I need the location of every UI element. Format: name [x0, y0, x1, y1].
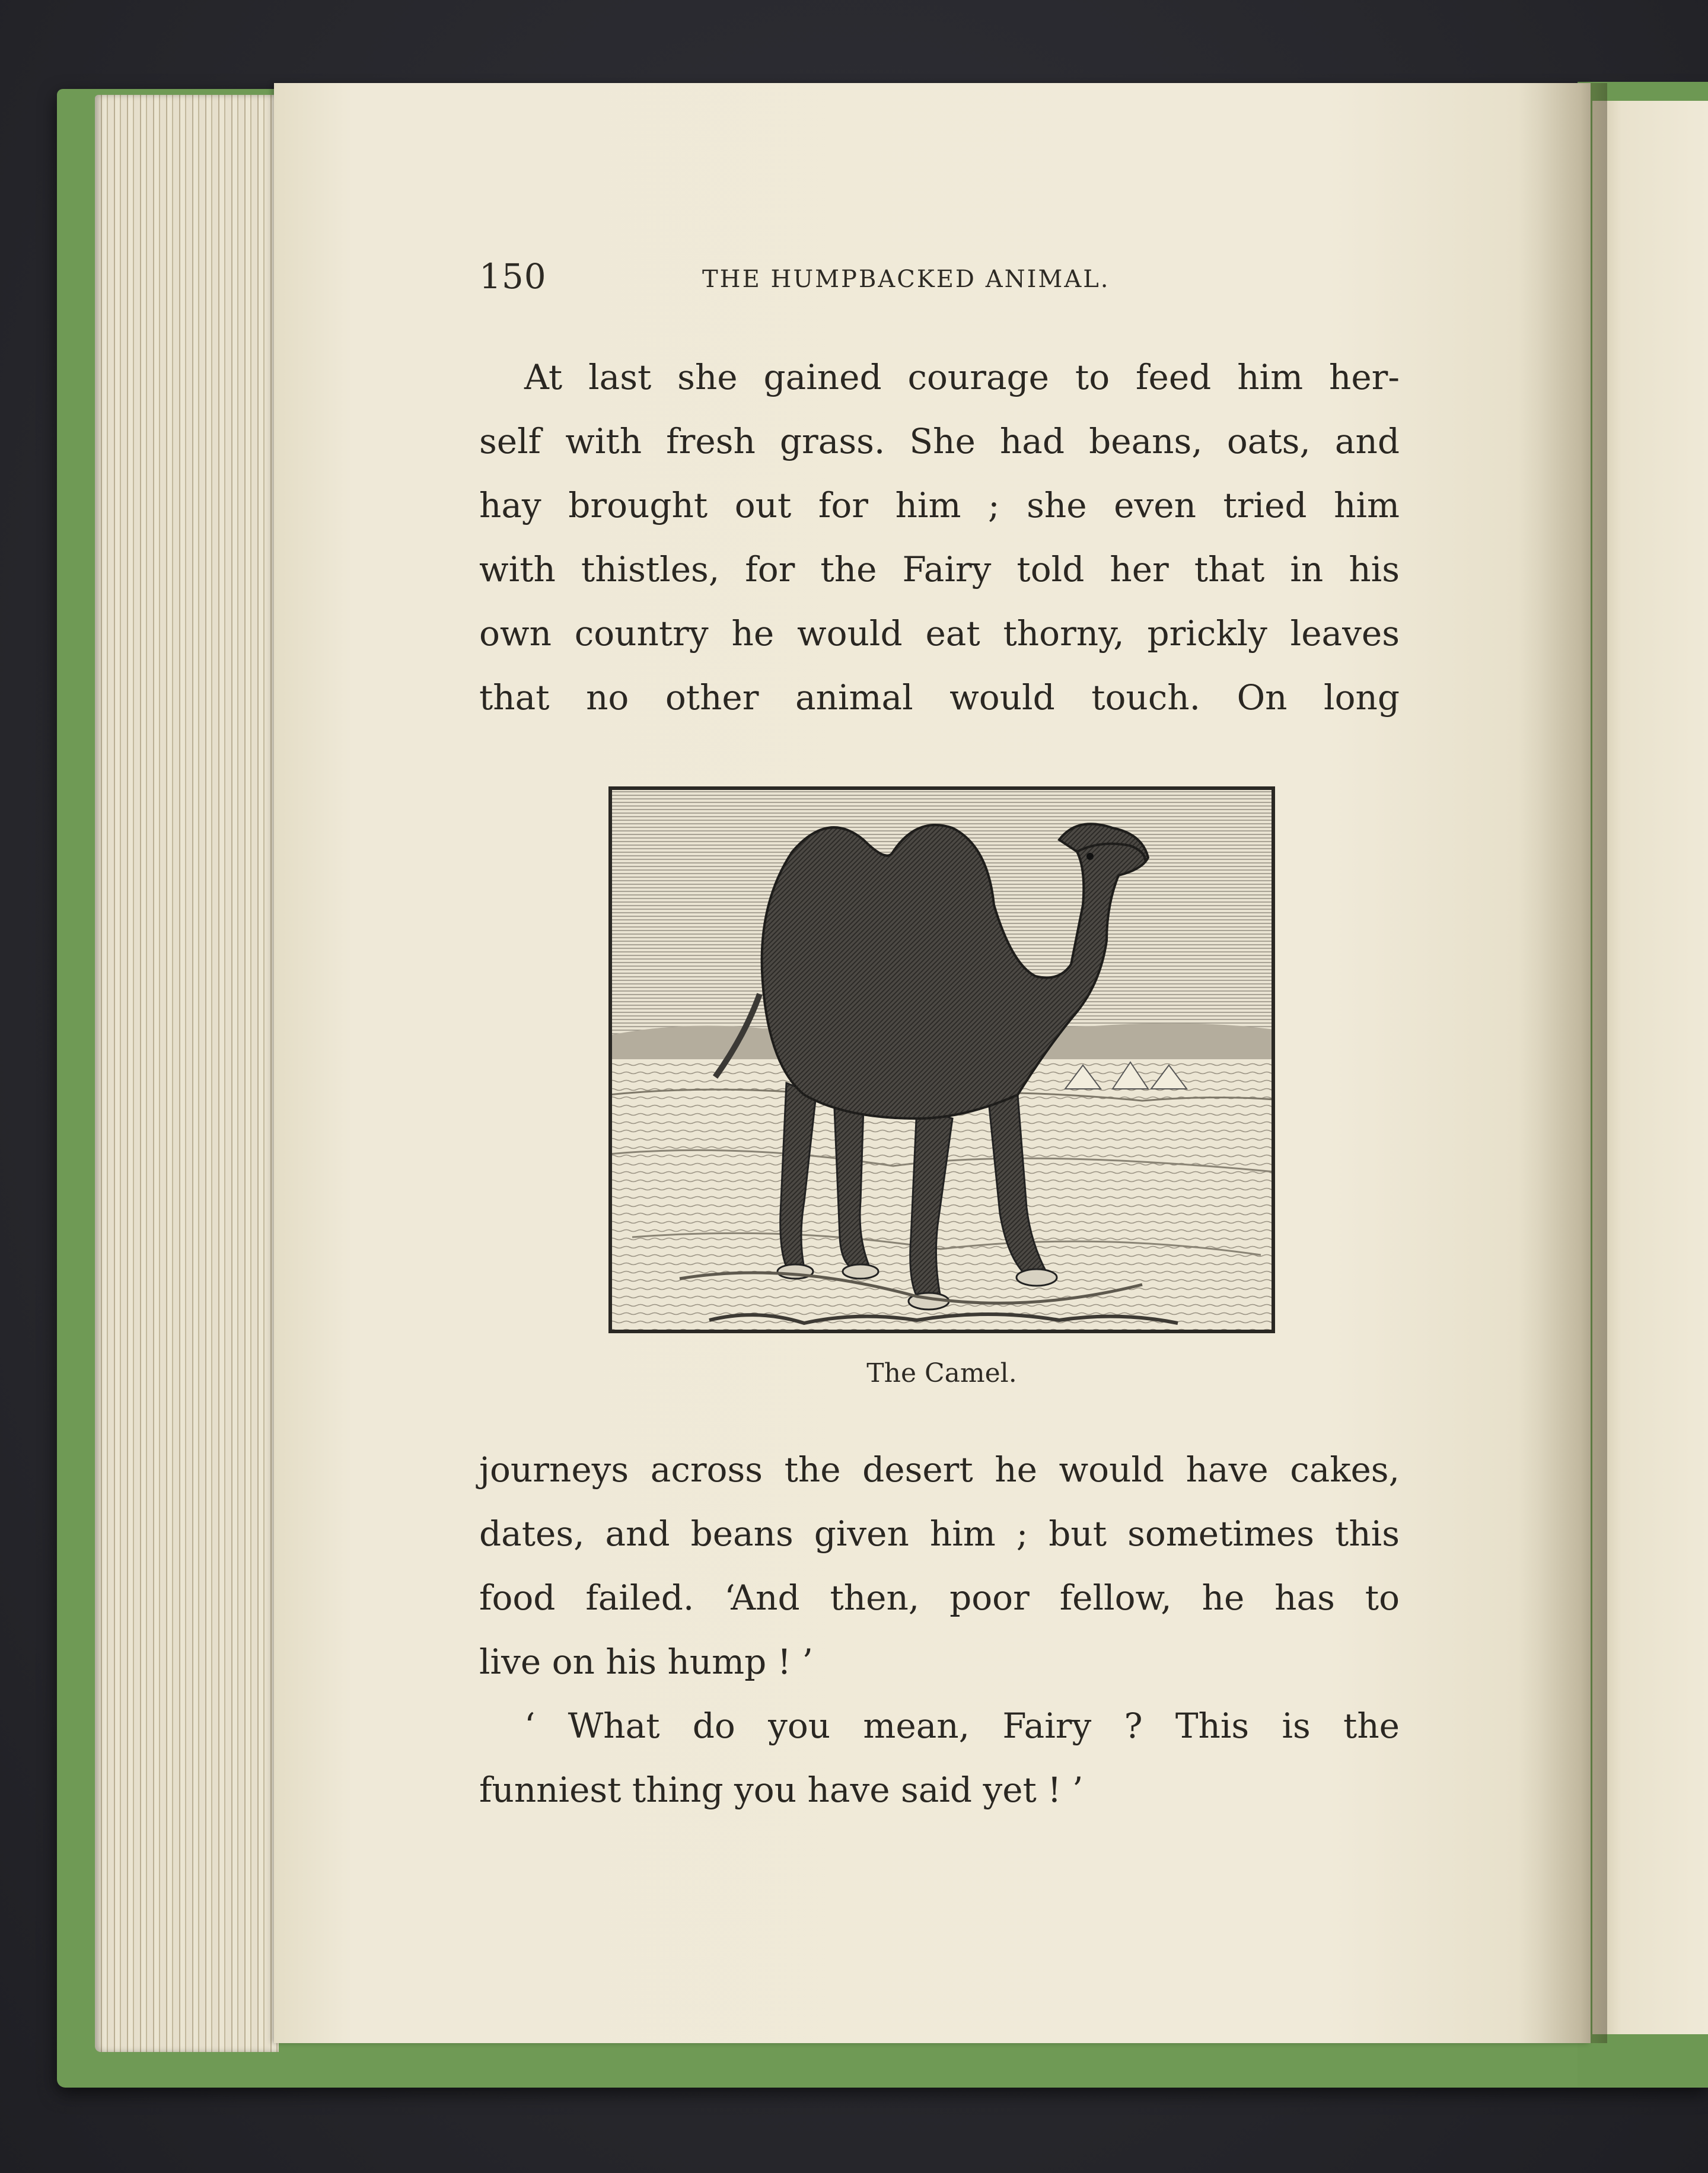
text-line: funniest thing you have said yet ! ’: [479, 1770, 1084, 1810]
text-line: self with fresh grass. She had beans, oats, and: [479, 421, 1400, 461]
facing-page: [1592, 101, 1708, 2034]
text-line: with thistles, for the Fairy told her that in his: [479, 549, 1400, 590]
text-line: live on his hump ! ’: [479, 1642, 813, 1682]
page-edges: [95, 95, 279, 2052]
text-line: that no other animal would touch. On long: [479, 677, 1400, 718]
paragraph-bottom: [479, 1438, 1400, 1822]
text-line: journeys across the desert he would have cakes,: [479, 1449, 1400, 1490]
text-line: food failed. ‘And then, poor fellow, he has to: [479, 1578, 1400, 1618]
camel-illustration: [608, 786, 1275, 1333]
camel-engraving: [608, 786, 1275, 1333]
running-head: [479, 256, 1404, 304]
text-line: At last she gained courage to feed him her-: [524, 357, 1400, 397]
text-line: ‘ What do you mean, Fairy ? This is the: [524, 1706, 1400, 1746]
text-line: own country he would eat thorny, prickly leaves: [479, 613, 1400, 654]
text-line: dates, and beans given him ; but sometimes this: [479, 1514, 1400, 1554]
figure-caption: The Camel.: [866, 1358, 1017, 1388]
paragraph-top: [479, 345, 1400, 729]
gutter-shadow: [1518, 83, 1607, 2043]
page-number: 150: [479, 256, 547, 297]
running-title: THE HUMPBACKED ANIMAL.: [702, 266, 1110, 293]
text-line: hay brought out for him ; she even tried him: [479, 485, 1400, 525]
